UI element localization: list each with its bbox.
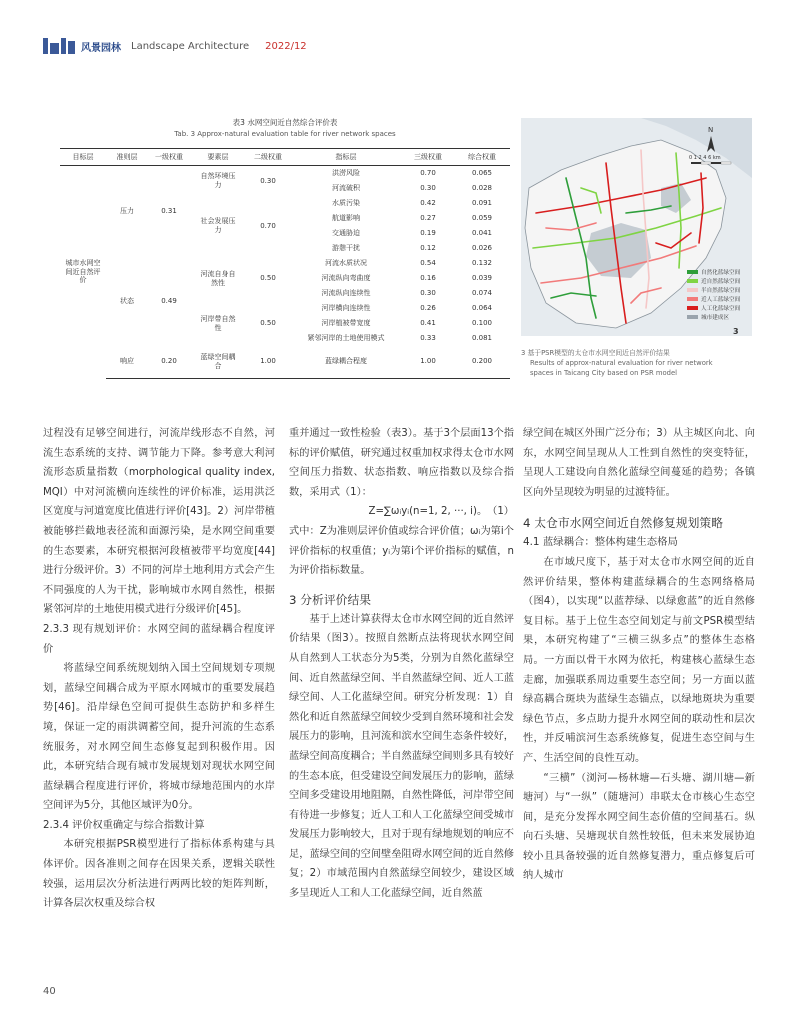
legend-label: 近人工蓝绿空间 xyxy=(701,297,741,303)
legend-label: 人工化蓝绿空间 xyxy=(701,306,741,312)
weight3-cell: 0.41 xyxy=(420,319,436,328)
element-cell: 河流自身自然性 xyxy=(200,269,236,287)
table-header-row xyxy=(60,149,510,166)
weight3-cell: 0.12 xyxy=(420,244,436,253)
combined-weight-cell: 0.059 xyxy=(471,214,493,223)
table-header: 准则层 xyxy=(106,149,148,166)
indicator-cell: 河流水质状况 xyxy=(325,259,367,268)
weight3-cell: 1.00 xyxy=(402,346,454,378)
scale-label: 0 1 2 4 6 km xyxy=(689,155,721,161)
section-heading: 2.3.4 评价权重确定与综合指数计算 xyxy=(43,819,205,831)
page-number: 40 xyxy=(43,986,56,997)
figure-caption-cn: 3 基于PSR模型的太仓市水网空间近自然评价结果 xyxy=(521,349,670,357)
paragraph: 本研究根据PSR模型进行了指标体系构建与具体评价。因各准则之间存在因果关系，逻辑关联性较强，运用层次分析法进行两两比较的矩阵判断，计算各层次权重及综合权 xyxy=(43,839,275,910)
indicator-cell: 河流纵向连续性 xyxy=(321,289,371,298)
combined-weight-cell: 0.065 xyxy=(471,169,493,178)
combined-weight-cell: 0.026 xyxy=(471,244,493,253)
paragraph: 式中：Z为准则层评价值或综合评价值；ωᵢ为第i个评价指标的权重值；yᵢ为第i个评价指标的赋值，n为评价指标数量。 xyxy=(289,525,514,577)
north-label: N xyxy=(708,126,714,134)
journal-logo xyxy=(43,38,75,54)
journal-header xyxy=(43,36,307,56)
table-row xyxy=(60,346,510,378)
table-row xyxy=(60,166,510,182)
table-header: 指标层 xyxy=(290,149,402,166)
combined-weight-cell: 0.074 xyxy=(471,289,493,298)
legend-swatch xyxy=(687,315,698,319)
criteria-cell: 压力 xyxy=(120,206,134,215)
paragraph: 过程没有足够空间进行，河流岸线形态不自然，河流生态系统的支持、调节能力下降。参考意大利河流形态质量指数（morphological quality index, MQI）中对河流横向连续性的评价标准，运用洪泛区宽度与河道宽度比值进行评价[43]。2）河岸带植被能够拦截地表径流和面源污染，是水网空间重要的生态要素，本研究根据河段植被带平均宽度[44]进行分级评价。3）不同的河岸土地利用方式会产生不同强度的人为干扰，影响城市水网自然性，根据紧邻河岸的土地使用模式进行分级评价[45]。 xyxy=(43,428,275,616)
indicator-cell: 水质污染 xyxy=(332,199,360,208)
element-weight-cell: 0.30 xyxy=(260,176,276,185)
paragraph: 在市域尺度下，基于对太仓市水网空间的近自然评价结果，整体构建蓝绿耦合的生态网络格局（图4），以实现“以蓝荐绿、以绿愈蓝”的近自然修复目标。基于上位生态空间划定与前文PSR模型结果，本研究构建了“三横三纵多点”的整体生态格局。一方面以骨干水网为依托，构建核心蓝绿生态走廊，加强联系周边重要生态空间；另一方面以蓝绿高耦合斑块为蓝绿生态锚点，以绿地斑块为重要绿色节点，多点助力提升水网空间的联动性和层次性，并反哺滨河生态系统修复，促进生态空间与生产、生活空间的良性互动。 xyxy=(523,556,755,764)
legend-swatch xyxy=(687,270,698,274)
weight3-cell: 0.42 xyxy=(420,199,436,208)
journal-brand-cn: 风景园林 xyxy=(81,42,121,54)
element-cell: 蓝绿空间耦合 xyxy=(190,346,246,378)
element-weight-cell: 0.50 xyxy=(260,274,276,283)
indicator-cell: 蓝绿耦合程度 xyxy=(290,346,402,378)
criteria-weight-cell: 0.49 xyxy=(161,296,177,305)
legend-swatch xyxy=(687,297,698,301)
weight3-cell: 0.70 xyxy=(420,169,436,178)
criteria-cell: 响应 xyxy=(106,346,148,378)
paragraph: 将蓝绿空间系统规划纳入国土空间规划专项规划，蓝绿空间耦合成为平原水网城市的重要发展趋势[46]。沿岸绿色空间可提供生态防护和多样生境，保证一定的雨洪调蓄空间，提升河流的生态系统服务，对水网空间生态修复起到积极作用。因此，本研究结合现有城市发展规划对现状水网空间蓝绿耦合程度进行评价，将城市绿地范围内的水岸空间评为5分，其他区域评为0分。 xyxy=(43,663,275,812)
weight3-cell: 0.27 xyxy=(420,214,436,223)
legend-swatch xyxy=(687,288,698,292)
element-cell: 社会发展压力 xyxy=(200,217,236,234)
combined-weight-cell: 0.200 xyxy=(454,346,510,378)
journal-issue: 2022/12 xyxy=(265,40,307,52)
element-cell: 自然环境压力 xyxy=(200,172,236,189)
evaluation-map-figure xyxy=(521,118,752,336)
evaluation-table xyxy=(60,148,510,379)
weight3-cell: 0.30 xyxy=(420,289,436,298)
table-header: 综合权重 xyxy=(454,149,510,166)
indicator-cell: 洪涝风险 xyxy=(332,169,360,178)
scale-bar xyxy=(691,162,731,164)
figure-caption-en-1: Results of approx-natural evaluation for river network xyxy=(530,358,713,367)
element-weight-cell: 0.70 xyxy=(260,221,276,230)
figure-number: 3 xyxy=(733,327,739,336)
combined-weight-cell: 0.100 xyxy=(471,319,493,328)
indicator-cell: 河岸植被带宽度 xyxy=(321,319,371,328)
subsection-heading: 4.1 蓝绿耦合：整体构建生态格局 xyxy=(523,536,678,549)
legend-label: 半自然蓝绿空间 xyxy=(701,288,741,294)
table-caption-en: Tab. 3 Approx-natural evaluation table for river network spaces xyxy=(174,130,396,138)
combined-weight-cell: 0.041 xyxy=(471,229,493,238)
legend-swatch xyxy=(687,279,698,283)
indicator-cell: 河岸横向连续性 xyxy=(321,304,371,313)
body-column-2 xyxy=(289,424,514,904)
indicator-cell: 河流纵向弯曲度 xyxy=(321,274,371,283)
criteria-weight-cell: 0.20 xyxy=(148,346,190,378)
weight3-cell: 0.26 xyxy=(420,304,436,313)
table-header: 二级权重 xyxy=(246,149,290,166)
body-column-1 xyxy=(43,424,275,914)
table-row xyxy=(60,256,510,271)
element-weight-cell: 0.50 xyxy=(260,319,276,328)
combined-weight-cell: 0.028 xyxy=(471,184,493,193)
figure-caption-en-2: spaces in Taicang City based on PSR model xyxy=(530,368,678,377)
combined-weight-cell: 0.039 xyxy=(471,274,493,283)
element-weight-cell: 1.00 xyxy=(246,346,290,378)
legend-label: 近自然蓝绿空间 xyxy=(701,279,741,285)
legend-label: 城市建成区 xyxy=(701,315,729,321)
weight3-cell: 0.16 xyxy=(420,274,436,283)
legend-swatch xyxy=(687,306,698,310)
criteria-weight-cell: 0.31 xyxy=(161,206,177,215)
weight3-cell: 0.54 xyxy=(420,259,436,268)
combined-weight-cell: 0.064 xyxy=(471,304,493,313)
evaluation-map-svg xyxy=(521,118,752,336)
indicator-cell: 游憩干扰 xyxy=(332,244,360,253)
table-caption-cn: 表3 水网空间近自然综合评价表 xyxy=(232,118,338,127)
combined-weight-cell: 0.091 xyxy=(471,199,493,208)
indicator-cell: 交通胁迫 xyxy=(332,229,360,238)
indicator-cell: 航道影响 xyxy=(332,214,360,223)
table-header: 一级权重 xyxy=(148,149,190,166)
goal-cell: 城市水网空间近自然评价 xyxy=(65,258,101,285)
combined-weight-cell: 0.081 xyxy=(471,334,493,343)
formula: Z=∑ωᵢyᵢ(n=1, 2, ···, i)。 （1） xyxy=(368,506,514,518)
table-header: 要素层 xyxy=(190,149,246,166)
criteria-cell: 状态 xyxy=(120,296,134,305)
paragraph: 重并通过一致性检验（表3）。基于3个层面13个指标的评价赋值，研究通过权重加权求得太仓市水网空间压力指数、状态指数、响应指数以及综合指数，采用式（1）： xyxy=(289,428,514,498)
paragraph: “三横”（浏河—杨林塘—石头塘、湖川塘—新塘河）与“一纵”（随塘河）串联太仓市核心生态空间，是充分发挥水网空间生态价值的空间基石。纵向石头塘、吴塘现状自然性较低，但未来发展协迫较小且具备较强的近自然修复潜力，重点修复后可纳人城市 xyxy=(523,772,755,882)
weight3-cell: 0.33 xyxy=(420,334,436,343)
body-column-3 xyxy=(523,424,755,886)
indicator-cell: 河流破积 xyxy=(332,184,360,193)
weight3-cell: 0.19 xyxy=(420,229,436,238)
table-header: 目标层 xyxy=(60,149,106,166)
paragraph: 基于上述计算获得太仓市水网空间的近自然评价结果（图3）。按照自然断点法将现状水网空间从自然到人工状态分为5类，分别为自然化蓝绿空间、近自然蓝绿空间、半自然蓝绿空间、近人工蓝绿空间、人工化蓝绿空间。研究分析发现：1）自然化和近自然蓝绿空间较少受到自然环境和社会发展压力的影响，且河流和滨水空间生态条件较好，蓝绿空间高度耦合；半自然蓝绿空间则多具有较好的生态本底，但受建设空间发展压力的影响，蓝绿空间多受建设用地阻隔，自然性降低，河岸带空间有待进一步修复；近人工和人工化蓝绿空间受城市发展压力影响较大，且对于现有绿地规划的响应不足，蓝绿空间的空间壁垒阻碍水网空间的近自然修复；2）市域范围内自然蓝绿空间较少，建设区域多呈现近人工和人工化蓝绿空间，近自然蓝 xyxy=(289,613,514,900)
journal-brand-en: Landscape Architecture xyxy=(131,40,250,52)
section-heading: 4 太仓市水网空间近自然修复规划策略 xyxy=(523,516,724,531)
section-heading: 3 分析评价结果 xyxy=(289,592,372,607)
weight3-cell: 0.30 xyxy=(420,184,436,193)
indicator-cell: 紧邻河岸的土地使用模式 xyxy=(307,334,385,343)
table-header: 三级权重 xyxy=(402,149,454,166)
paragraph: 绿空间在城区外围广泛分布；3）从主城区向北、向东，水网空间呈现从人工性到自然性的突变特征，呈现人工建设向自然化蓝绿空间蔓延的趋势；各镇区向外呈现较为明显的过渡特征。 xyxy=(523,428,755,498)
combined-weight-cell: 0.132 xyxy=(471,259,493,268)
element-cell: 河岸带自然性 xyxy=(200,314,236,332)
figure-caption xyxy=(521,349,761,379)
section-heading: 2.3.3 现有规划评价：水网空间的蓝绿耦合程度评价 xyxy=(43,623,275,655)
legend-label: 自然化蓝绿空间 xyxy=(701,270,741,276)
